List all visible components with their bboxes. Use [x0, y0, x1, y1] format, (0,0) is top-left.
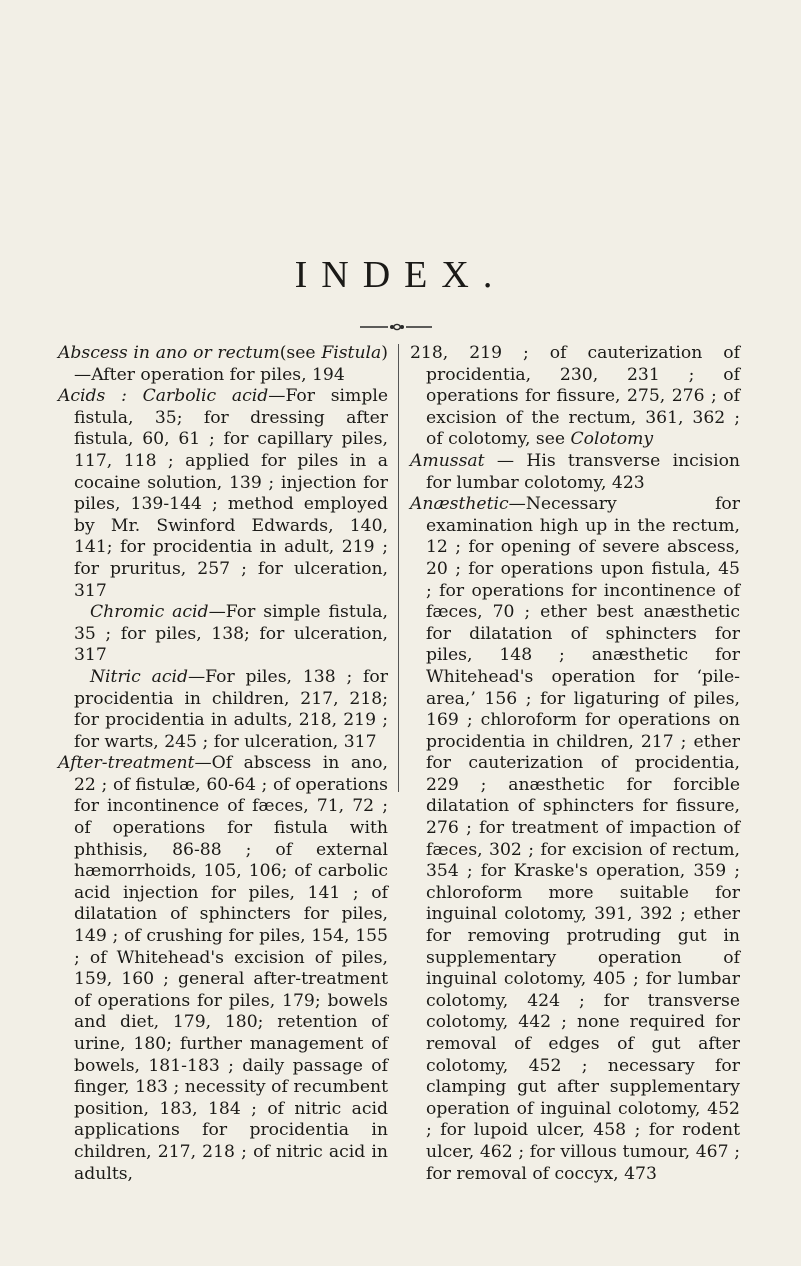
index-entry-text: —For piles, 138 ; for procidentia in children, 217, 218; for procidentia in adults, 218, 219 ; for warts, 245 ; for ulceration, 317	[74, 666, 388, 752]
index-column-right	[410, 343, 740, 1185]
index-entry-heading: Nitric acid	[90, 666, 188, 687]
index-entry-text: 218, 219 ; of cauterization of procidentia, 230, 231 ; of operations for fissure, 275, 276 ; of excision of the rectum, 361, 362 ; of colotomy, see	[410, 343, 740, 450]
title-ornament	[360, 322, 432, 332]
index-entry	[58, 343, 388, 386]
index-entry	[410, 450, 740, 494]
index-entry-heading: Anæsthetic	[410, 494, 509, 515]
index-entry	[410, 494, 740, 1185]
index-entry-text: —Necessary for examination high up in the rectum, 12 ; for opening of severe abscess, 20 ; for operations upon fistula, 45 ; for operations for incontinence of fæces, 70 ; ether best anæsthetic for dilatation of sphincters for piles, 148 ; anæsthetic for Whitehead's operation for ‘pile-area,’ 156 ; for ligaturing of piles, 169 ; chloroform for operations on procidentia in children, 217 ; ether for cauterization of procidentia, 229 ; anæsthetic for forcible dilatation of sphincters for fissure, 276 ; for treatment of impaction of fæces, 302 ; for excision of rectum, 354 ; for Kraske's operation, 359 ; chloroform more suitable for inguinal colotomy, 391, 392 ; ether for removing protruding gut in supplementary operation of inguinal colotomy, 405 ; for lumbar colotomy, 424 ; for transverse colotomy, 442 ; none required for removal of edges of gut after colotomy, 452 ; necessary for clamping gut after supplementary operation of inguinal colotomy, 452 ; for lupoid ulcer, 458 ; for rodent ulcer, 462 ; for villous tumour, 467 ; for removal of coccyx, 473	[426, 494, 740, 1184]
index-entry-text: Fistula	[321, 343, 382, 363]
index-entry-text: — His transverse incision for lumbar colotomy, 423	[426, 450, 740, 493]
index-entry-heading: Amussat	[410, 450, 485, 471]
index-entry-heading: Chromic acid	[90, 602, 209, 623]
index-column-left	[58, 343, 388, 1185]
index-entry-text: Colotomy	[570, 429, 654, 450]
index-entry-text: ) —After operation for piles, 194	[74, 343, 388, 385]
index-entry-heading: Abscess in ano or rectum	[58, 343, 280, 363]
column-divider	[398, 344, 399, 792]
index-entry	[58, 386, 388, 602]
page-title: INDEX.	[294, 254, 507, 296]
index-entry	[74, 667, 388, 753]
index-entry-text: —For simple fistula, 35; for dressing after fistula, 60, 61 ; for capillary piles, 117, 118 ; applied for piles in a cocaine solution, 139 ; injection for piles, 139-144 ; method employed by Mr. Swinford Edwards, 140, 141; for procidentia in adult, 219 ; for pruritus, 257 ; for ulceration, 317	[74, 386, 388, 601]
index-entry-heading: Acids : Carbolic acid	[58, 386, 269, 407]
index-entry-text: —Of abscess in ano, 22 ; of fistulæ, 60-64 ; of operations for incontinence of fæces, 71, 72 ; of operations for fistula with phthisis, 86-88 ; of external hæmorrhoids, 105, 106; of carbolic acid injection for piles, 141 ; of dilatation of sphincters for piles, 149 ; of crushing for piles, 154, 155 ; of Whitehead's excision of piles, 159, 160 ; general after-treatment of operations for piles, 179; bowels and diet, 179, 180; retention of urine, 180; further management of bowels, 181-183 ; daily passage of finger, 183 ; necessity of recumbent position, 183, 184 ; of nitric acid applications for procidentia in children, 217, 218 ; of nitric acid in adults,	[74, 753, 388, 1184]
index-entry	[410, 343, 740, 451]
index-entry-heading: After-treatment	[58, 753, 195, 774]
index-entry	[74, 602, 388, 667]
index-entry-text: (see	[279, 343, 322, 363]
index-entry	[58, 753, 388, 1185]
index-entry-text: —For simple fistula, 35 ; for piles, 138; for ulceration, 317	[74, 602, 389, 666]
